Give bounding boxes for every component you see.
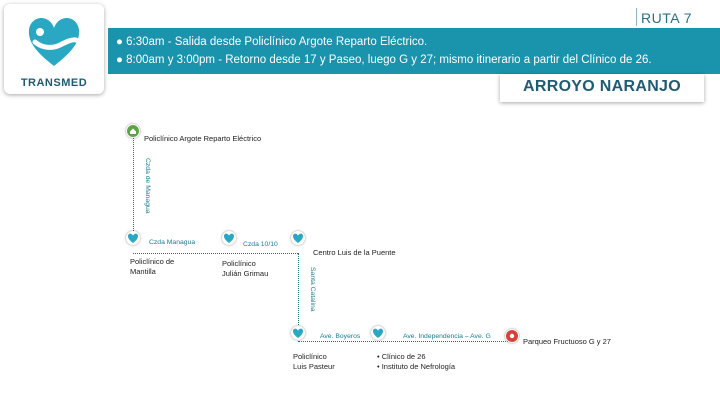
route-name-box — [500, 74, 704, 102]
stop-label-mantilla-line-2: Mantilla — [130, 267, 156, 276]
stop-label-grimau-line-1: Policlínico — [222, 259, 256, 268]
logo-text: TRANSMED — [20, 77, 88, 89]
stop-label-pasteur — [293, 352, 335, 372]
route-line-managua-horizontal — [133, 253, 298, 254]
segment-label-ave-boyeros: Ave. Boyeros — [320, 333, 361, 340]
route-line-managua-vertical — [133, 138, 134, 237]
route-line-boyeros-independencia — [298, 341, 512, 342]
stop-pin-clinico-icon — [371, 326, 385, 340]
schedule-text-1: 6:30am - Salida desde Policlínico Argote Reparto Eléctrico. — [126, 36, 428, 48]
stop-label-argote: Policlínico Argote Reparto Eléctrico — [144, 134, 262, 143]
stop-label-centro: Centro Luis de la Puente — [313, 248, 396, 257]
segment-label-czda-managua: Czda Managua — [149, 239, 196, 246]
route-number: RUTA 7 — [641, 10, 692, 26]
stop-pin-pasteur-icon — [291, 326, 305, 340]
start-home-pin-icon — [126, 124, 140, 138]
stop-label-pasteur-line-2: Luis Pasteur — [293, 362, 335, 371]
schedule-band — [108, 28, 720, 74]
segment-label-santa-catalina: Santa Catalina — [309, 267, 316, 312]
segment-label-czda-managua-vertical: Czda de Managua — [144, 158, 151, 214]
segment-label-ave-independencia: Ave. Independencia – Ave. G — [403, 333, 491, 340]
stop-label-parqueo: Parqueo Fructuoso G y 27 — [523, 337, 611, 346]
heart-hands-logo-icon — [26, 12, 82, 70]
stop-label-pasteur-line-1: Policlínico — [293, 352, 327, 361]
end-pin-parqueo-icon — [505, 329, 519, 343]
stop-label-mantilla-line-1: Policlínico de — [130, 257, 175, 266]
stop-label-clinico-line-1: • Clínico de 26 — [377, 352, 426, 361]
schedule-text-2: 8:00am y 3:00pm - Retorno desde 17 y Paseo, luego G y 27; mismo itinerario a partir del Clínico de 26. — [126, 54, 652, 66]
schedule-line-2: ● 8:00am y 3:00pm - Retorno desde 17 y Paseo, luego G y 27; mismo itinerario a partir del Clínico de 26. — [116, 54, 652, 66]
schedule-line-1: ● 6:30am - Salida desde Policlínico Argote Reparto Eléctrico. — [116, 36, 428, 48]
route-name: ARROYO NARANJO — [523, 78, 681, 95]
segment-label-czda-10-10: Czda 10/10 — [243, 241, 278, 248]
route-line-santa-catalina — [298, 253, 299, 333]
stop-pin-mantilla-icon — [126, 231, 140, 245]
stop-label-grimau-line-2: Julián Grimau — [222, 269, 269, 278]
logo-card — [4, 4, 104, 94]
stop-label-grimau — [222, 259, 268, 279]
route-number-divider — [636, 8, 637, 26]
stop-pin-centro-icon — [291, 231, 305, 245]
stop-label-clinico — [377, 352, 455, 372]
stop-label-mantilla — [130, 257, 174, 277]
stop-label-clinico-line-2: • Instituto de Nefrología — [377, 362, 456, 371]
stop-pin-grimau-icon — [222, 231, 236, 245]
